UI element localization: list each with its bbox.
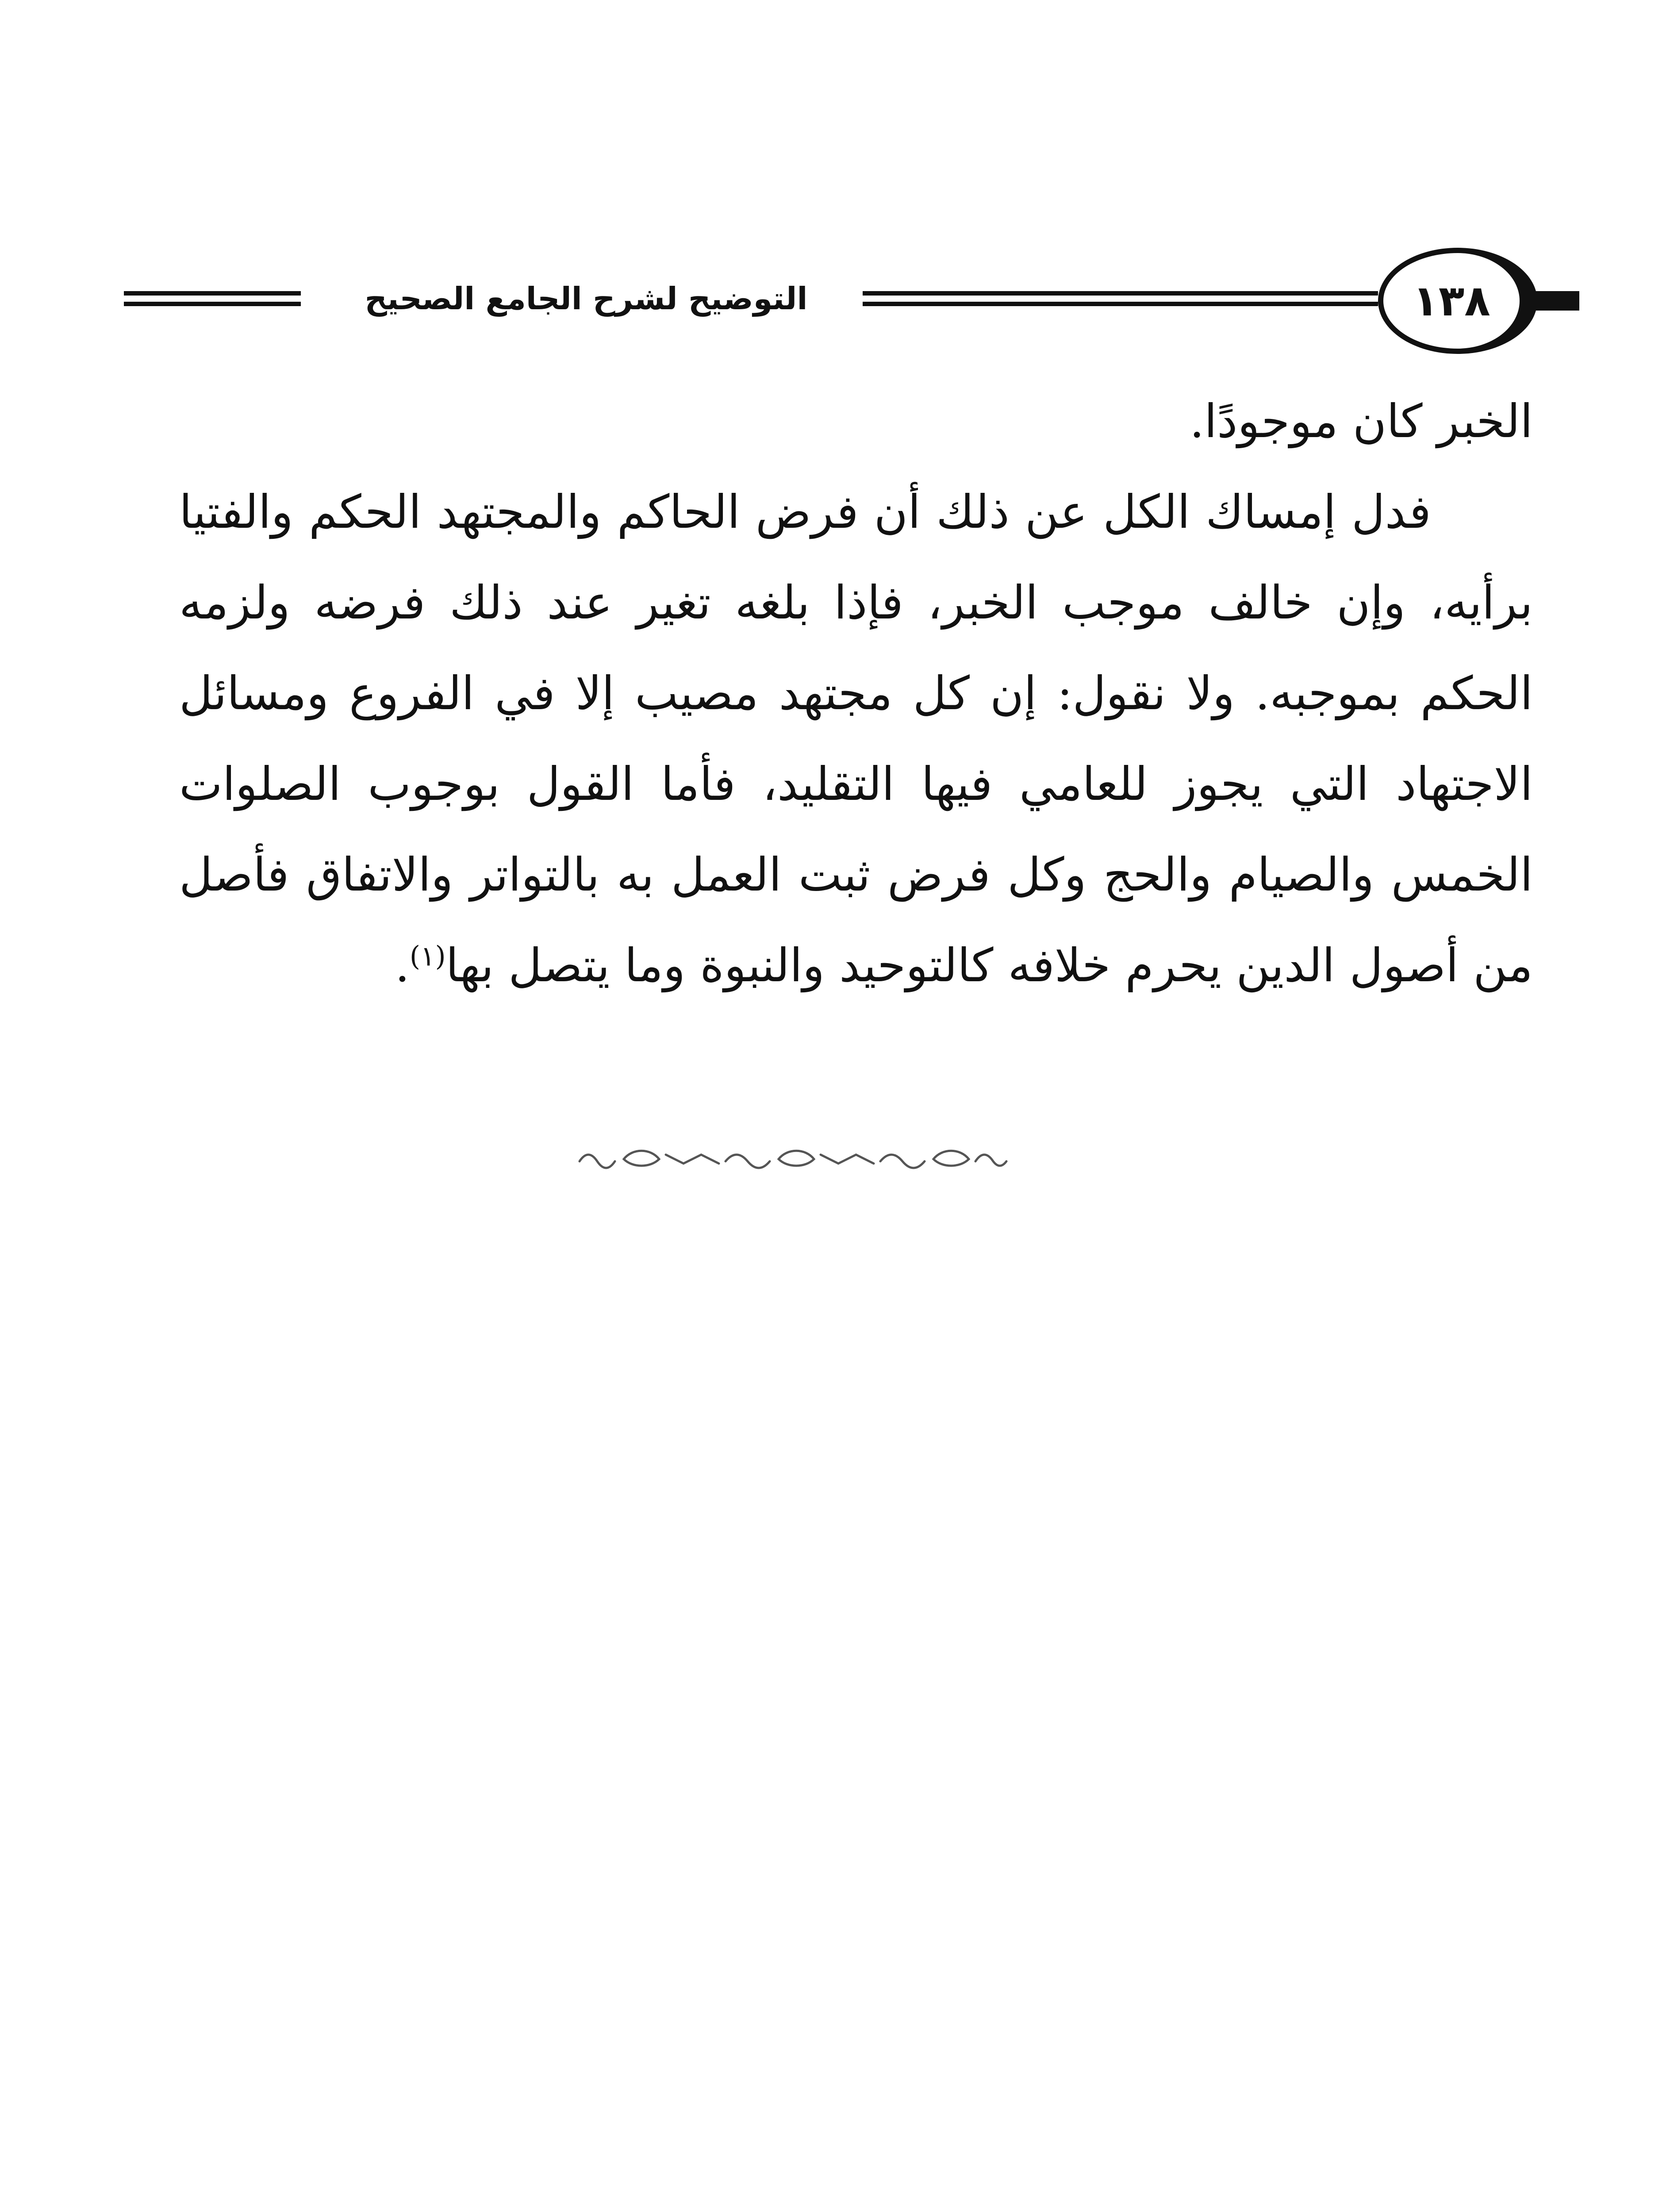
paragraph-end-punctuation: . <box>395 938 410 992</box>
main-text <box>179 376 1533 1011</box>
ornament-divider-icon <box>571 1141 1013 1177</box>
page-number-badge <box>1378 248 1537 354</box>
header-double-rule-short <box>124 291 301 306</box>
running-title: التوضيح لشرح الجامع الصحيح <box>365 280 808 317</box>
paragraph: الخبر كان موجودًا. <box>1190 394 1533 448</box>
paragraph <box>179 467 1533 1011</box>
paragraph-text: فدل إمساك الكل عن ذلك أن فرض الحاكم والمجتهد الحكم والفتيا برأيه، وإن خالف موجب الخبر، فإذا بلغه تغير عند ذلك فرضه ولزمه الحكم بموجبه. ولا نقول: إن كل مجتهد مصيب إلا في الفروع ومسائل الاجتهاد التي يجوز للعامي فيها التقليد، فأما القول بوجوب الصلوات الخمس والصيام والحج وكل فرض ثبت العمل به بالتواتر والاتفاق فأصل من أصول الدين يحرم خلافه كالتوحيد والنبوة وما يتصل بها <box>179 485 1533 992</box>
footnote-reference[interactable]: (١) <box>409 940 446 972</box>
page-number: ١٣٨ <box>1413 276 1490 326</box>
running-header <box>124 248 1579 358</box>
header-double-rule-long <box>863 291 1378 306</box>
